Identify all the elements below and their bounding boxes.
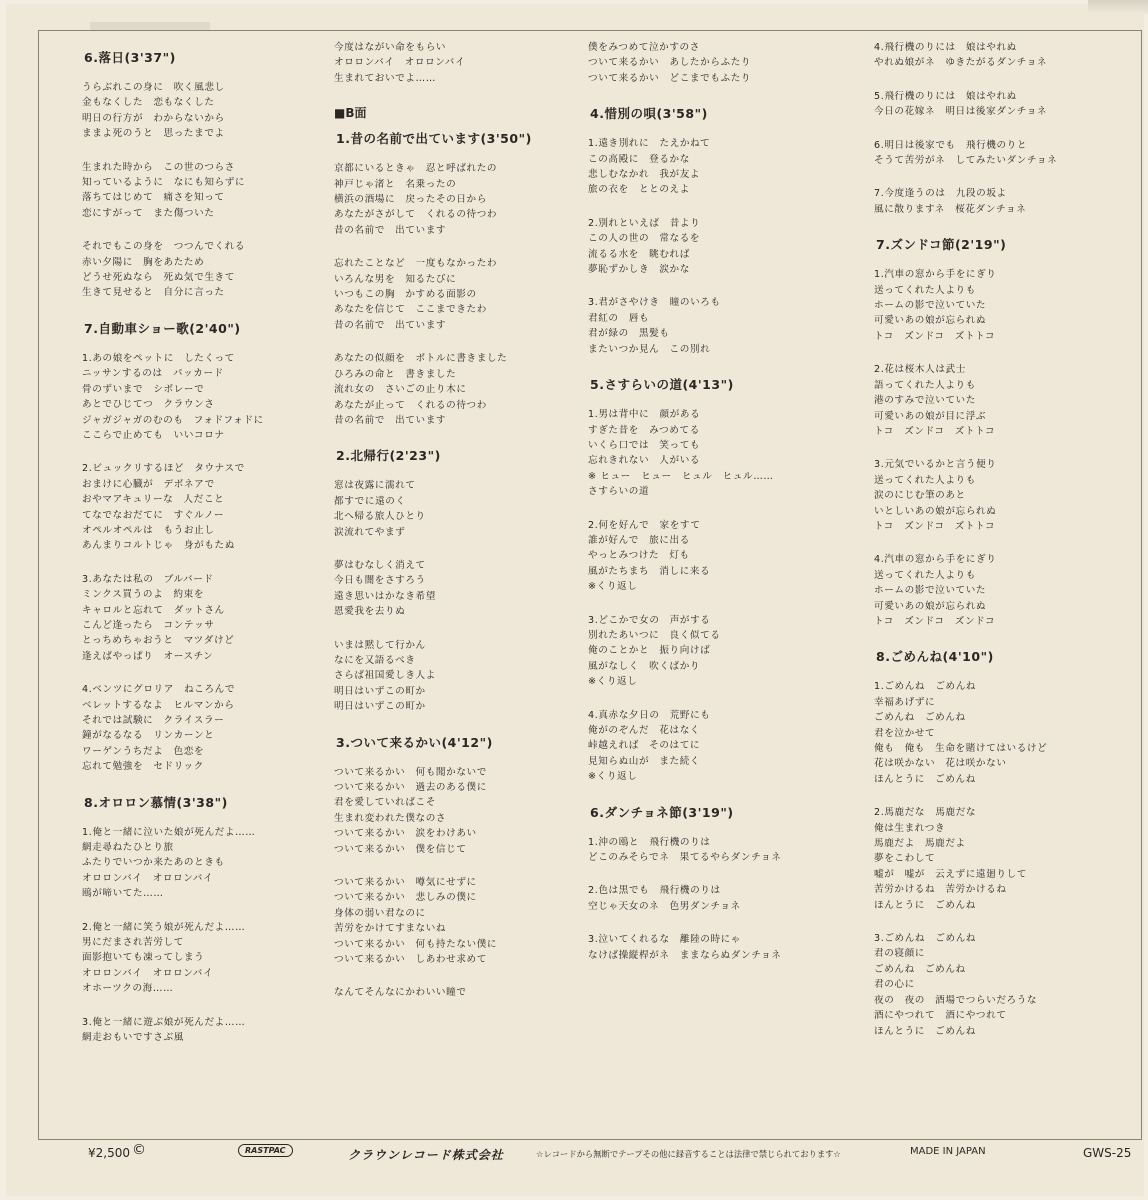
- lyric-line: 君を泣かせて: [874, 727, 936, 739]
- lyric-line: あなたの似顔を ボトルに書きました: [334, 353, 508, 365]
- lyric-line: 1.遠き別れに たえかねて: [588, 138, 711, 150]
- verse: [334, 40, 580, 86]
- verse: [588, 40, 834, 86]
- lyric-line: 悲しむなかれ 我が友よ: [588, 169, 701, 181]
- lyric-line: 涙のにじむ筆のあと: [874, 490, 966, 502]
- copyright-notice: ☆レコードから無断でテープその他に録音することは法律で禁じられております☆: [536, 1149, 841, 1159]
- lyric-line: 可愛いあの娘が忘られぬ: [874, 315, 987, 327]
- lyric-line: どこのみそらでネ 果てるやらダンチョネ: [588, 852, 782, 864]
- verse: [874, 89, 1120, 120]
- lyric-line: 送ってくれた人よりも: [874, 569, 976, 581]
- lyrics-column-1: [78, 40, 328, 1064]
- lyric-line: どうせ死ぬなら 死ぬ気で生きて: [82, 272, 235, 284]
- song-title: 3.ついて来るかい(4'12"): [336, 734, 493, 750]
- lyric-line: ついて来るかい 噂気にせずに: [334, 877, 477, 889]
- lyric-line: 知っているように なにも知らずに: [82, 177, 246, 189]
- lyric-line: 君を愛していればこそ: [334, 797, 436, 809]
- lyric-line: トコ ズンドコ ズトトコ: [874, 425, 996, 437]
- lyric-line: 空じゃ天女のネ 色男ダンチョネ: [588, 900, 741, 912]
- lyric-line: 3.ごめんね ごめんね: [874, 933, 977, 945]
- lyric-line: 今度はながい命をもらい: [334, 42, 447, 53]
- song-title: 7.自動車ショー歌(2'40"): [84, 320, 241, 336]
- lyric-line: 都すでに遠のく: [334, 495, 406, 507]
- lyric-line: ひろみの命と 書きました: [334, 368, 457, 380]
- song-block: [330, 40, 580, 86]
- lyric-line: いとしいあの娘が忘られぬ: [874, 505, 997, 517]
- lyric-line: オロロンバイ オロロンバイ: [334, 57, 466, 69]
- verse: [334, 638, 580, 715]
- lyric-line: 3.あなたは私の ブルバード: [82, 573, 214, 585]
- verse: [334, 351, 580, 428]
- catalog-number: GWS-25: [1083, 1146, 1132, 1160]
- lyric-line: 恋にすがって また傷ついた: [82, 207, 215, 219]
- lyric-line: 旅の衣を ととのえよ: [588, 184, 690, 196]
- lyric-line: オロロンバイ オロロンバイ: [82, 872, 214, 884]
- lyric-line: 苦労かけるね 苦労かけるね: [874, 884, 1007, 896]
- lyric-line: 君紅の 唇も: [588, 312, 650, 324]
- verse: [588, 708, 834, 785]
- price-label: ¥2,500: [88, 1146, 130, 1160]
- top-stain: [90, 22, 210, 30]
- lyric-line: おまけに心臓が デボネアで: [82, 478, 215, 490]
- lyric-line: 忘れたことなど 一度もなかったわ: [334, 258, 498, 270]
- lyric-line: キャロルと忘れて ダットさん: [82, 604, 225, 616]
- lyric-line: 2.色は黒でも 飛行機のりは: [588, 885, 721, 897]
- lyric-line: 恩愛我を去りぬ: [334, 606, 406, 618]
- lyric-line: やっとみつけた 灯も: [588, 550, 690, 562]
- lyric-line: トコ ズンドコ ズトトコ: [874, 520, 996, 532]
- lyric-line: 忘れて勉強を セドリック: [82, 761, 204, 773]
- lyric-line: 横浜の酒場に 戻ったその日から: [334, 194, 487, 206]
- lyric-line: 涙流れてやまず: [334, 526, 406, 538]
- lyric-line: 流れ女の さいごの止り木に: [334, 384, 467, 396]
- song-block: [870, 647, 1120, 1039]
- lyric-line: ついて来るかい 僕を信じて: [334, 843, 467, 855]
- lyric-line: ついて来るかい 何も聞かないで: [334, 766, 487, 778]
- lyric-line: やれぬ娘がネ ゆきたがるダンチョネ: [874, 57, 1048, 69]
- lyric-line: オロロンバイ オロロンバイ: [82, 967, 214, 979]
- lyric-line: ベレットするなよ ヒルマンから: [82, 699, 235, 711]
- lyric-line: 俺は生まれつき: [874, 822, 946, 834]
- lyric-line: ホームの影で泣いていた: [874, 585, 987, 597]
- lyric-line: 2.馬鹿だな 馬鹿だな: [874, 807, 977, 819]
- verse: [588, 518, 834, 595]
- lyric-line: トコ ズンドコ ズトトコ: [874, 330, 996, 342]
- lyric-line: 忘れきれない 人がいる: [588, 455, 701, 467]
- verse: [82, 682, 328, 774]
- lyric-line: 骨のずいまで シボレーで: [82, 383, 205, 395]
- lyric-line: 俺も 俺も 生命を賭けてはいるけど: [874, 743, 1048, 754]
- verse: [874, 362, 1120, 439]
- verse: [588, 613, 834, 690]
- lyric-line: 語ってくれた人よりも: [874, 379, 976, 391]
- lyric-line: なけば操縦桿がネ ままならぬダンチョネ: [588, 949, 782, 961]
- lyric-line: 君が緑の 黒髪も: [588, 328, 670, 340]
- lyric-line: さらば祖国愛しき人よ: [334, 670, 436, 682]
- lyric-line: 君の心に: [874, 979, 915, 991]
- lyric-line: 可愛いあの娘が目に浮ぶ: [874, 410, 987, 422]
- verse: [334, 558, 580, 620]
- lyric-line: この人の世の 常なるを: [588, 233, 701, 245]
- lyric-line: 見知らぬ山が また続く: [588, 755, 701, 767]
- rastpac-logo: RASTPAC: [238, 1144, 293, 1157]
- lyric-line: あなたがさがして くれるの待つわ: [334, 209, 498, 221]
- lyric-line: 鴎が啼いてた……: [82, 888, 164, 900]
- lyric-line: いくら口では 笑っても: [588, 439, 701, 451]
- lyric-line: 1.汽車の窓から手をにぎり: [874, 269, 997, 281]
- song-title: 5.さすらいの道(4'13"): [590, 377, 734, 393]
- verse: [82, 160, 328, 222]
- lyric-line: おやマアキュリーな 人だこと: [82, 494, 225, 506]
- song-block: [78, 793, 328, 1046]
- lyric-line: いまは黙して行かん: [334, 639, 426, 651]
- lyric-line: あなたを信じて ここまできたわ: [334, 304, 487, 316]
- lyric-line: 風がたちまち 消しに来る: [588, 565, 711, 577]
- lyric-line: 明日はいずこの町か: [334, 701, 426, 713]
- verse: [334, 765, 580, 857]
- lyric-line: ついて来るかい 過去のある僕に: [334, 782, 487, 793]
- lyric-line: 7.今度逢うのは 九段の坂よ: [874, 188, 1007, 200]
- torn-edge: [1088, 0, 1148, 14]
- lyric-line: 網走尋ねたひとり旅: [82, 842, 174, 854]
- lyric-line: トコ ズンドコ ズンドコ: [874, 615, 996, 627]
- lyric-line: 幸福あげずに: [874, 696, 936, 708]
- verse: [588, 407, 834, 499]
- lyric-line: 夜の 夜の 酒場でつらいだろうな: [874, 994, 1038, 1006]
- lyric-line: ここらで止めても いいコロナ: [82, 429, 225, 441]
- lyric-line: 3.元気でいるかと言う便り: [874, 459, 997, 471]
- lyric-line: 峠越えれば そのはてに: [588, 740, 701, 752]
- song-title: 4.惜別の唄(3'58"): [590, 106, 708, 122]
- lyric-line: 4.汽車の窓から手をにぎり: [874, 554, 997, 566]
- song-block: [584, 375, 834, 785]
- verse: [82, 1015, 328, 1046]
- lyric-line: ※くり返し: [588, 676, 638, 688]
- lyric-line: ワーゲンうちだよ 色恋を: [82, 745, 205, 757]
- lyric-line: 花は咲かない 花は咲かない: [874, 758, 1007, 770]
- verse: [82, 920, 328, 997]
- lyric-line: 4.ベンツにグロリア ねころんで: [82, 684, 236, 696]
- lyric-line: 流るる水を 眺むれば: [588, 248, 690, 260]
- sleeve-footer: [40, 1136, 1140, 1162]
- lyric-line: なにを又語るべき: [334, 654, 416, 666]
- lyric-line: 窓は夜露に濡れて: [334, 480, 416, 492]
- lyric-line: そうて苦労がネ してみたいダンチョネ: [874, 155, 1058, 167]
- lyric-line: ついて来るかい あしたからふたり: [588, 57, 752, 69]
- verse: [588, 216, 834, 278]
- song-title: 2.北帰行(2'23"): [336, 448, 441, 464]
- lyric-line: 1.俺と一緒に泣いた娘が死んだよ……: [82, 826, 256, 838]
- lyric-line: 風がなしく 吹くばかり: [588, 660, 701, 672]
- lyric-line: 昔の名前で 出ています: [334, 414, 447, 426]
- verse: [588, 295, 834, 357]
- lyric-line: なんてそんなにかわいい瞳で: [334, 987, 467, 999]
- lyric-line: こんど逢ったら コンテッサ: [82, 619, 215, 631]
- lyric-line: ほんとうに ごめんね: [874, 773, 976, 785]
- lyric-line: 神戸じゃ渚と 名乗ったの: [334, 178, 457, 190]
- verse: [334, 478, 580, 540]
- song-block: [870, 235, 1120, 629]
- lyric-line: ごめんね ごめんね: [874, 712, 966, 724]
- lyric-line: とっちめちゃおうと マツダけど: [82, 635, 235, 647]
- lyric-line: 面影抱いても凍ってしまう: [82, 952, 205, 964]
- song-block: [584, 40, 834, 86]
- lyric-line: 2.俺と一緒に笑う娘が死んだよ……: [82, 921, 246, 933]
- lyric-line: 風に散りますネ 桜花ダンチョネ: [874, 203, 1027, 215]
- verse: [334, 161, 580, 238]
- lyric-line: 網走おもいですさぶ風: [82, 1032, 184, 1044]
- verse: [874, 679, 1120, 787]
- lyric-line: 遠き思いはかなき希望: [334, 590, 436, 602]
- lyric-line: 鐘がなるなる リンカーンと: [82, 730, 215, 742]
- lyric-line: 別れたあいつに 良く似てる: [588, 629, 721, 641]
- lyric-line: ついて来るかい しあわせ求めて: [334, 954, 487, 966]
- lyric-line: 2.ビュックリするほど タウナスで: [82, 463, 245, 475]
- song-title: 6.ダンチョネ節(3'19"): [590, 804, 734, 820]
- lyric-line: あとでひじてつ クラウンさ: [82, 399, 215, 411]
- lyric-line: ついて来るかい 何も持たない僕に: [334, 938, 498, 950]
- lyric-line: ニッサンするのは パッカード: [82, 368, 224, 380]
- verse: [588, 932, 834, 963]
- lyric-line: 送ってくれた人よりも: [874, 284, 976, 296]
- verse: [334, 875, 580, 967]
- verse: [588, 883, 834, 914]
- side-label: ■B面: [334, 106, 367, 121]
- lyric-line: 今日も闇をさすろう: [334, 575, 426, 587]
- lyrics-column-4: [870, 40, 1120, 1057]
- lyric-line: 5.飛行機のりには 娘はやれぬ: [874, 90, 1017, 102]
- lyric-line: 今日の花嫁ネ 明日は後家ダンチョネ: [874, 106, 1048, 118]
- song-block: [584, 104, 834, 357]
- lyric-line: 酒にやつれて 酒にやつれて: [874, 1010, 1007, 1022]
- lyric-line: 2.何を好んで 家をすて: [588, 519, 701, 531]
- verse: [874, 138, 1120, 169]
- verse: [588, 835, 834, 866]
- song-title: 6.落日(3'37"): [84, 50, 176, 65]
- lyric-line: 生きて見せると 自分に言った: [82, 287, 225, 299]
- lyric-line: あんまりコルトじゃ 身がもたぬ: [82, 540, 235, 552]
- verse: [874, 931, 1120, 1039]
- lyric-line: それでは試験に クライスラー: [82, 715, 225, 726]
- song-block: [330, 446, 580, 714]
- lyric-line: 馬鹿だよ 馬鹿だよ: [874, 838, 966, 850]
- verse: [874, 40, 1120, 71]
- lyric-line: 1.沖の鴎と 飛行機のりは: [588, 836, 711, 848]
- verse: [874, 186, 1120, 217]
- lyric-line: 1.ごめんね ごめんね: [874, 681, 977, 693]
- lyric-line: 生まれた時から この世のつらさ: [82, 161, 235, 173]
- lyric-line: ホームの影で泣いていた: [874, 300, 987, 312]
- lyric-line: 嘘が 嘘が 云えずに遠廻りして: [874, 868, 1027, 880]
- lyric-line: ジャガジャガのむのも フォドフォドに: [82, 414, 264, 426]
- lyric-line: それでもこの身を つつんでくれる: [82, 241, 246, 253]
- lyric-line: 明日の行方が わからないから: [82, 112, 225, 124]
- lyric-line: 送ってくれた人よりも: [874, 474, 976, 486]
- lyric-line: 赤い夕陽に 胸をあたため: [82, 256, 205, 268]
- lyric-line: ※くり返し: [588, 771, 638, 783]
- song-block: [584, 803, 834, 963]
- lyric-line: ふたりでいつか来たあのときも: [82, 857, 225, 869]
- verse: [334, 256, 580, 333]
- lyric-line: 3.どこかで女の 声がする: [588, 614, 711, 626]
- lyric-line: 身体の弱い君なのに: [334, 907, 426, 919]
- lyric-line: すぎた昔を みつめてる: [588, 424, 700, 436]
- lyric-line: 2.花は桜木人は武士: [874, 364, 966, 376]
- lyric-line: 3.俺と一緒に遊ぶ娘が死んだよ……: [82, 1016, 246, 1028]
- lyric-line: 昔の名前で 出ています: [334, 224, 447, 236]
- verse: [82, 351, 328, 443]
- lyric-line: ついて来るかい 涙をわけあい: [334, 828, 477, 840]
- lyric-line: ミンクス買うのよ 約束を: [82, 589, 205, 601]
- song-block: [870, 40, 1120, 217]
- lyric-line: 逢えばやっぱり オースチン: [82, 650, 214, 662]
- lyric-line: 俺がのぞんだ 花はなく: [588, 725, 701, 736]
- lyric-line: 苦労をかけてすまないね: [334, 923, 447, 935]
- lyric-line: 明日はいずこの町か: [334, 685, 426, 697]
- lyric-line: あなたが止って くれるの待つわ: [334, 399, 487, 411]
- verse: [82, 825, 328, 902]
- lyric-line: ※くり返し: [588, 581, 638, 593]
- song-title: 7.ズンドコ節(2'19"): [876, 237, 1007, 253]
- verse: [82, 461, 328, 553]
- lyrics-column-3: [584, 40, 834, 981]
- song-title: 1.昔の名前で出ています(3'50"): [336, 131, 532, 147]
- song-title: 8.オロロン慕情(3'38"): [84, 794, 228, 810]
- lyric-line: てなでなおだてに すぐルノー: [82, 509, 225, 521]
- verse: [874, 805, 1120, 913]
- verse: [82, 239, 328, 301]
- song-block: [330, 733, 580, 1001]
- song-title: 8.ごめんね(4'10"): [876, 649, 994, 665]
- verse: [82, 572, 328, 664]
- lyric-line: 男にだまされ苦労して: [82, 937, 184, 949]
- verse: [588, 136, 834, 198]
- lyric-line: ついて来るかい 悲しみの僕に: [334, 892, 477, 904]
- lyric-line: 1.あの娘をペットに したくって: [82, 352, 235, 364]
- lyric-line: この高殿に 登るかな: [588, 153, 690, 165]
- lyric-line: いろんな男を 知るたびに: [334, 273, 457, 285]
- lyric-line: うらぶれこの身に 吹く風悲し: [82, 82, 225, 93]
- lyric-line: 1.男は背中に 顔がある: [588, 409, 701, 421]
- verse: [82, 80, 328, 142]
- lyric-line: さすらいの道: [588, 486, 650, 498]
- lyric-line: オペルオペルは もうお止し: [82, 524, 215, 536]
- lyric-line: 夢恥ずかしき 涙かな: [588, 264, 690, 276]
- lyrics-column-2: [330, 40, 580, 1019]
- song-block: [330, 104, 580, 428]
- company-name: クラウンレコード株式会社: [348, 1148, 504, 1162]
- verse: [874, 267, 1120, 344]
- lyric-line: 4.真赤な夕日の 荒野にも: [588, 709, 711, 721]
- lyric-line: 京都にいるときゃ 忍と呼ばれたの: [334, 163, 498, 175]
- verse: [874, 552, 1120, 629]
- lyric-line: 僕をみつめて泣かすのさ: [588, 42, 700, 53]
- lyric-line: 2.別れといえば 昔より: [588, 217, 701, 229]
- lyric-line: 4.飛行機のりには 娘はやれぬ: [874, 42, 1017, 53]
- lyric-line: 生まれておいでよ……: [334, 72, 436, 84]
- lyric-line: 落ちてはじめて 痛さを知って: [82, 192, 225, 204]
- lyric-line: 俺のことかと 振り向けば: [588, 645, 711, 657]
- lyric-line: 港のすみで泣いていた: [874, 395, 976, 407]
- lyric-line: 生まれ変われた僕なのさ: [334, 812, 447, 824]
- lyric-line: 6.明日は後家でも 飛行機のりと: [874, 139, 1028, 151]
- lyric-line: 夢をこわして: [874, 853, 936, 865]
- verse: [334, 985, 580, 1000]
- lyric-line: またいつか見ん この別れ: [588, 343, 711, 355]
- lyric-line: ほんとうに ごめんね: [874, 1025, 976, 1037]
- lyric-line: ごめんね ごめんね: [874, 963, 966, 975]
- lyric-line: 夢はむなしく消えて: [334, 559, 426, 571]
- lyric-line: ※ ヒュー ヒュー ヒュル ヒュル……: [588, 470, 774, 482]
- lyric-line: 誰が好んで 旅に出る: [588, 534, 690, 546]
- song-block: [78, 319, 328, 775]
- copyright-symbol: ©: [132, 1142, 146, 1158]
- lyric-line: 君の寝顔に: [874, 948, 925, 960]
- lyric-line: ほんとうに ごめんね: [874, 899, 976, 911]
- verse: [874, 457, 1120, 534]
- lyric-line: ついて来るかい どこまでもふたり: [588, 72, 752, 84]
- lyric-line: 3.君がさやけき 瞳のいろも: [588, 297, 721, 309]
- lyric-line: 北へ帰る旅人ひとり: [334, 511, 426, 523]
- lyric-line: ままよ死のうと 思ったまでよ: [82, 128, 225, 140]
- lyric-line: 3.泣いてくれるな 離陸の時にゃ: [588, 934, 741, 946]
- made-in-label: MADE IN JAPAN: [910, 1146, 986, 1157]
- lyric-line: いつもこの胸 かすめる面影の: [334, 289, 477, 301]
- song-block: [78, 48, 328, 301]
- lyric-line: オホーツクの海……: [82, 983, 174, 995]
- lyric-line: 可愛いあの娘が忘られぬ: [874, 600, 987, 612]
- lyric-line: 金もなくした 恋もなくした: [82, 97, 215, 109]
- lyric-line: 昔の名前で 出ています: [334, 319, 447, 331]
